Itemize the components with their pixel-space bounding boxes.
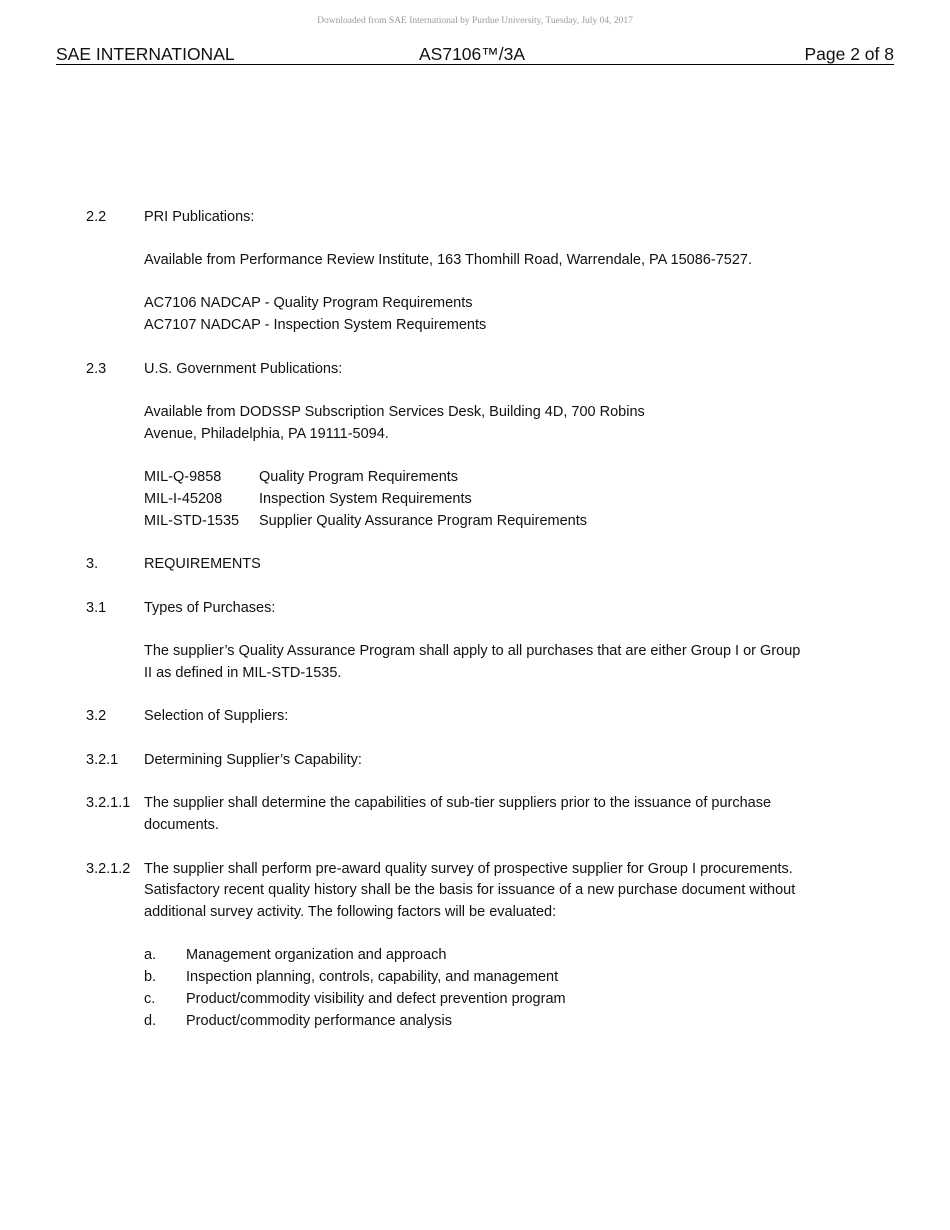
paragraph-line: The supplier shall perform pre-award quality survey of prospective supplier for Group I procurements. xyxy=(144,861,793,877)
section-title: Selection of Suppliers: xyxy=(144,708,289,724)
section-number: 3.1 xyxy=(86,600,107,616)
reference-code: MIL-Q-9858 xyxy=(144,469,222,485)
section-title: Determining Supplier’s Capability: xyxy=(144,752,362,768)
section-number: 3.2.1 xyxy=(86,752,119,768)
list-item-letter: c. xyxy=(144,991,156,1007)
list-item-letter: a. xyxy=(144,947,157,963)
section-number: 3.2.1.1 xyxy=(86,795,131,811)
section-number: 2.2 xyxy=(86,209,107,225)
reference-line: AC7107 NADCAP - Inspection System Requirements xyxy=(144,317,487,333)
section-title: Types of Purchases: xyxy=(144,600,276,616)
section-title: U.S. Government Publications: xyxy=(144,361,343,377)
reference-title: Supplier Quality Assurance Program Requirements xyxy=(259,513,588,529)
paragraph-line: documents. xyxy=(144,817,219,833)
paragraph-line: The supplier’s Quality Assurance Program shall apply to all purchases that are either Group I or Group xyxy=(144,643,801,659)
paragraph-line: Avenue, Philadelphia, PA 19111-5094. xyxy=(144,426,389,442)
header-document-number: AS7106™/3A xyxy=(419,44,526,64)
list-item: Inspection planning, controls, capability, and management xyxy=(186,969,559,985)
reference-line: AC7106 NADCAP - Quality Program Requirements xyxy=(144,295,473,311)
reference-title: Inspection System Requirements xyxy=(259,491,472,507)
section-number: 3. xyxy=(86,556,99,572)
section-title: REQUIREMENTS xyxy=(144,556,261,572)
section-number: 3.2.1.2 xyxy=(86,861,131,877)
list-item: Product/commodity performance analysis xyxy=(186,1013,452,1029)
list-item: Management organization and approach xyxy=(186,947,447,963)
paragraph-line: II as defined in MIL-STD-1535. xyxy=(144,665,342,681)
section-number: 2.3 xyxy=(86,361,107,377)
header-organization: SAE INTERNATIONAL xyxy=(56,44,235,64)
section-title: PRI Publications: xyxy=(144,209,255,225)
paragraph-line: additional survey activity. The following factors will be evaluated: xyxy=(144,904,557,920)
reference-code: MIL-STD-1535 xyxy=(144,513,240,529)
paragraph-line: Satisfactory recent quality history shall be the basis for issuance of a new purchase document without xyxy=(144,882,796,898)
paragraph-line: Available from DODSSP Subscription Services Desk, Building 4D, 700 Robins xyxy=(144,404,645,420)
list-item: Product/commodity visibility and defect prevention program xyxy=(186,991,566,1007)
paragraph-line: The supplier shall determine the capabilities of sub-tier suppliers prior to the issuance of purchase xyxy=(144,795,772,811)
list-item-letter: d. xyxy=(144,1013,157,1029)
page-header xyxy=(56,44,894,65)
reference-title: Quality Program Requirements xyxy=(259,469,459,485)
reference-code: MIL-I-45208 xyxy=(144,491,223,507)
list-item-letter: b. xyxy=(144,969,157,985)
download-watermark: Downloaded from SAE International by Purdue University, Tuesday, July 04, 2017 xyxy=(317,16,633,26)
section-number: 3.2 xyxy=(86,708,107,724)
paragraph-line: Available from Performance Review Institute, 163 Thomhill Road, Warrendale, PA 15086-7527. xyxy=(144,252,752,268)
header-page-number: Page 2 of 8 xyxy=(804,44,894,64)
